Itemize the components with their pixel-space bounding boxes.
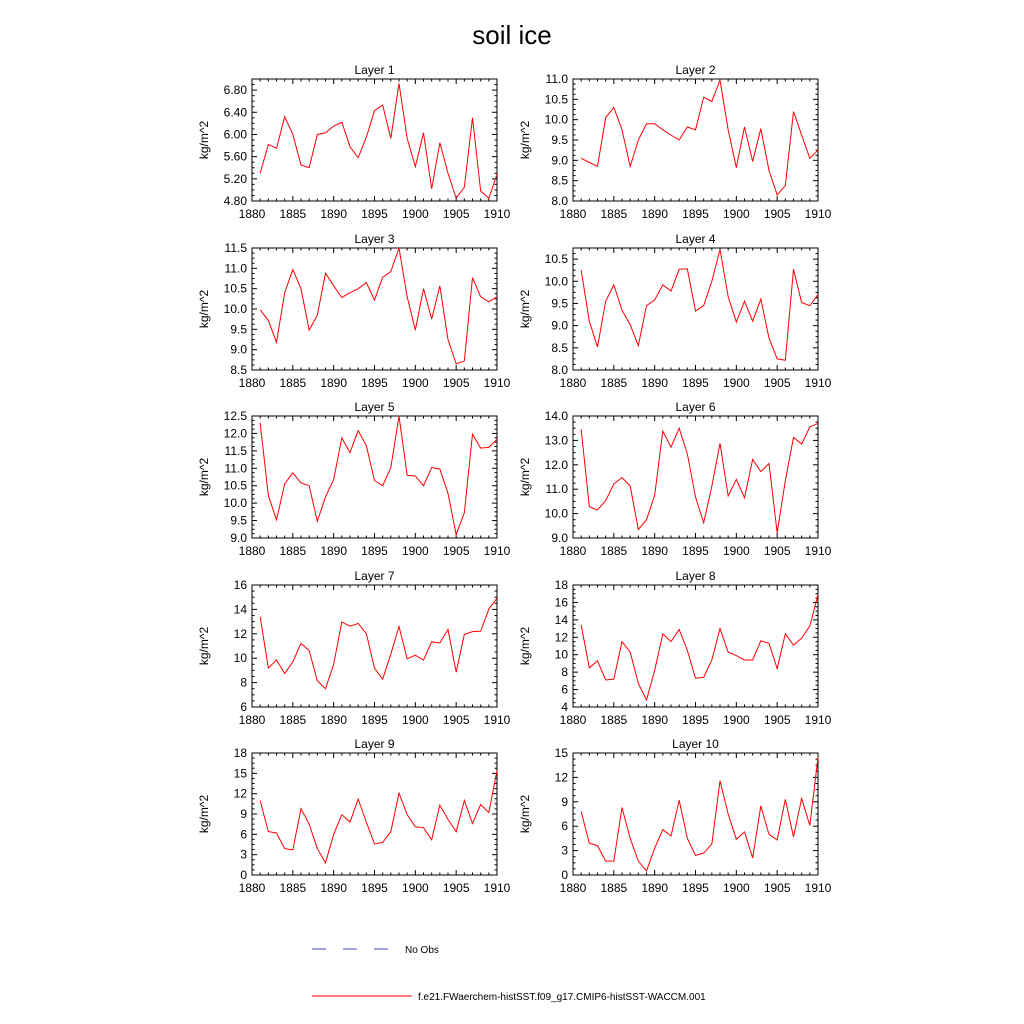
x-tick-label: 1885 xyxy=(600,881,628,895)
x-tick-label: 1900 xyxy=(401,207,429,221)
panel-title: Layer 2 xyxy=(675,63,716,77)
y-tick-label: 9.5 xyxy=(551,133,568,147)
chart-panel-2 xyxy=(518,63,832,221)
x-tick-label: 1890 xyxy=(641,207,669,221)
y-tick-label: 10.5 xyxy=(544,252,568,267)
y-tick-label: 10.5 xyxy=(544,92,568,107)
y-tick-label: 12 xyxy=(554,630,568,645)
x-tick-label: 1880 xyxy=(559,713,587,727)
x-tick-label: 1890 xyxy=(641,544,669,558)
y-tick-label: 8.5 xyxy=(230,363,247,377)
panel-title: Layer 5 xyxy=(354,400,395,414)
y-tick-label: 9.5 xyxy=(230,322,247,337)
x-tick-label: 1900 xyxy=(722,881,750,895)
x-tick-label: 1885 xyxy=(279,713,307,727)
y-tick-label: 9.5 xyxy=(551,296,568,311)
y-tick-label: 3 xyxy=(561,843,568,858)
legend-obs-label: No Obs xyxy=(405,945,439,956)
y-tick-label: 10.0 xyxy=(544,274,568,289)
y-tick-label: 4.80 xyxy=(223,194,247,208)
y-tick-label: 8 xyxy=(240,675,247,690)
panel-title: Layer 4 xyxy=(675,232,716,246)
x-tick-label: 1885 xyxy=(279,544,307,558)
x-tick-label: 1890 xyxy=(320,207,348,221)
y-tick-label: 14.0 xyxy=(544,409,568,423)
y-tick-label: 6.40 xyxy=(223,105,247,120)
x-tick-label: 1900 xyxy=(401,376,429,390)
x-tick-label: 1910 xyxy=(483,207,511,221)
plot-frame xyxy=(252,753,497,875)
chart-panel-6 xyxy=(518,400,832,558)
series-line xyxy=(581,757,818,871)
y-tick-label: 10.5 xyxy=(223,478,247,493)
y-tick-label: 0 xyxy=(240,868,247,882)
x-tick-label: 1890 xyxy=(320,713,348,727)
x-tick-label: 1895 xyxy=(682,713,709,727)
series-line xyxy=(260,416,497,535)
panel-title: Layer 1 xyxy=(354,63,395,77)
series-line xyxy=(581,423,818,532)
x-tick-label: 1900 xyxy=(722,207,750,221)
series-line xyxy=(581,80,818,195)
y-tick-label: 18 xyxy=(233,746,247,760)
y-tick-label: 10 xyxy=(233,651,247,666)
y-tick-label: 12 xyxy=(233,626,247,641)
legend xyxy=(312,945,706,1003)
x-tick-label: 1910 xyxy=(483,713,511,727)
y-tick-label: 6 xyxy=(561,682,568,697)
chart-panel-10 xyxy=(518,737,832,895)
x-tick-label: 1910 xyxy=(483,544,511,558)
x-tick-label: 1880 xyxy=(238,713,266,727)
x-tick-label: 1890 xyxy=(320,376,348,390)
x-tick-label: 1905 xyxy=(442,881,470,895)
x-tick-label: 1910 xyxy=(804,207,832,221)
y-tick-label: 8.0 xyxy=(551,194,568,208)
x-tick-label: 1885 xyxy=(279,207,307,221)
x-tick-label: 1900 xyxy=(722,376,750,390)
y-tick-label: 8 xyxy=(561,665,568,680)
panel-title: Layer 3 xyxy=(354,232,395,246)
figure-title: soil ice xyxy=(472,20,552,50)
y-tick-label: 9.5 xyxy=(230,513,247,528)
y-axis-label: kg/m^2 xyxy=(518,120,532,160)
y-tick-label: 14 xyxy=(554,612,568,627)
x-tick-label: 1885 xyxy=(600,544,628,558)
x-tick-label: 1880 xyxy=(238,376,266,390)
y-tick-label: 10.0 xyxy=(223,496,247,511)
y-tick-label: 6 xyxy=(240,827,247,842)
y-tick-label: 6.00 xyxy=(223,127,247,142)
y-tick-label: 10.0 xyxy=(544,506,568,521)
y-tick-label: 11.0 xyxy=(224,461,247,476)
plot-frame xyxy=(252,416,497,538)
x-tick-label: 1895 xyxy=(682,207,709,221)
y-tick-label: 8.5 xyxy=(551,173,568,188)
plot-frame xyxy=(252,79,497,201)
y-tick-label: 12.0 xyxy=(223,426,247,441)
x-tick-label: 1905 xyxy=(763,881,791,895)
series-line xyxy=(260,83,497,198)
x-tick-label: 1905 xyxy=(763,713,791,727)
y-tick-label: 11.5 xyxy=(224,241,247,255)
x-tick-label: 1910 xyxy=(804,376,832,390)
y-tick-label: 9.0 xyxy=(551,318,568,333)
x-tick-label: 1900 xyxy=(401,881,429,895)
plot-frame xyxy=(573,416,818,538)
x-tick-label: 1895 xyxy=(682,881,709,895)
y-axis-label: kg/m^2 xyxy=(518,457,532,497)
x-tick-label: 1885 xyxy=(600,713,628,727)
chart-panel-9 xyxy=(197,737,511,895)
y-tick-label: 10.0 xyxy=(223,302,247,316)
y-tick-label: 3 xyxy=(240,847,247,862)
y-tick-label: 12 xyxy=(554,770,568,785)
y-tick-label: 14 xyxy=(233,602,247,617)
series-line xyxy=(260,598,497,689)
panel-title: Layer 9 xyxy=(354,737,395,751)
y-axis-label: kg/m^2 xyxy=(518,289,532,329)
x-tick-label: 1910 xyxy=(804,881,832,895)
y-tick-label: 10.0 xyxy=(544,112,568,127)
x-tick-label: 1880 xyxy=(559,881,587,895)
y-tick-label: 15 xyxy=(554,746,568,760)
plot-frame xyxy=(573,585,818,707)
x-tick-label: 1900 xyxy=(722,713,750,727)
y-tick-label: 12.0 xyxy=(544,457,568,472)
x-tick-label: 1910 xyxy=(483,881,511,895)
y-axis-label: kg/m^2 xyxy=(197,457,211,497)
x-tick-label: 1890 xyxy=(641,881,669,895)
x-tick-label: 1895 xyxy=(361,207,388,221)
y-axis-label: kg/m^2 xyxy=(197,626,211,666)
panel-title: Layer 8 xyxy=(675,569,716,583)
y-tick-label: 11.0 xyxy=(545,482,568,497)
x-tick-label: 1890 xyxy=(320,881,348,895)
y-tick-label: 5.20 xyxy=(223,171,247,186)
x-tick-label: 1885 xyxy=(600,376,628,390)
y-tick-label: 9.0 xyxy=(551,153,568,168)
y-tick-label: 0 xyxy=(561,868,568,882)
x-tick-label: 1905 xyxy=(442,207,470,221)
x-tick-label: 1885 xyxy=(279,376,307,390)
y-tick-label: 9.0 xyxy=(230,342,247,357)
x-tick-label: 1905 xyxy=(442,544,470,558)
chart-panel-8 xyxy=(518,569,832,727)
x-tick-label: 1885 xyxy=(600,207,628,221)
x-tick-label: 1885 xyxy=(279,881,307,895)
y-axis-label: kg/m^2 xyxy=(518,794,532,834)
x-tick-label: 1900 xyxy=(722,544,750,558)
y-tick-label: 6 xyxy=(240,700,247,714)
y-tick-label: 4 xyxy=(561,700,568,714)
y-tick-label: 8.0 xyxy=(551,363,568,377)
y-tick-label: 9 xyxy=(561,794,568,809)
legend-model-label: f.e21.FWaerchem-histSST.f09_g17.CMIP6-histSST-WACCM.001 xyxy=(418,992,706,1003)
x-tick-label: 1900 xyxy=(401,544,429,558)
x-tick-label: 1880 xyxy=(238,881,266,895)
y-tick-label: 9.0 xyxy=(551,531,568,545)
panel-title: Layer 7 xyxy=(354,569,395,583)
y-tick-label: 13.0 xyxy=(544,433,568,448)
chart-panel-7 xyxy=(197,569,511,727)
x-tick-label: 1895 xyxy=(682,376,709,390)
x-tick-label: 1880 xyxy=(238,207,266,221)
plot-frame xyxy=(573,753,818,875)
y-tick-label: 8.5 xyxy=(551,340,568,355)
chart-panel-4 xyxy=(518,232,832,390)
y-tick-label: 6 xyxy=(561,819,568,834)
y-tick-label: 18 xyxy=(554,578,568,592)
x-tick-label: 1905 xyxy=(442,376,470,390)
chart-panel-3 xyxy=(197,232,511,390)
x-tick-label: 1890 xyxy=(320,544,348,558)
x-tick-label: 1910 xyxy=(804,713,832,727)
y-tick-label: 12 xyxy=(233,786,247,801)
y-tick-label: 10.5 xyxy=(223,281,247,296)
x-tick-label: 1895 xyxy=(361,376,388,390)
y-axis-label: kg/m^2 xyxy=(197,794,211,834)
x-tick-label: 1900 xyxy=(401,713,429,727)
y-tick-label: 6.80 xyxy=(223,83,247,98)
series-line xyxy=(260,771,497,863)
x-tick-label: 1905 xyxy=(763,544,791,558)
y-tick-label: 16 xyxy=(554,595,568,610)
plot-frame xyxy=(252,585,497,707)
x-tick-label: 1905 xyxy=(442,713,470,727)
x-tick-label: 1910 xyxy=(483,376,511,390)
x-tick-label: 1910 xyxy=(804,544,832,558)
chart-panel-5 xyxy=(197,400,511,558)
x-tick-label: 1880 xyxy=(559,544,587,558)
y-axis-label: kg/m^2 xyxy=(197,289,211,329)
y-tick-label: 15 xyxy=(233,766,247,781)
y-axis-label: kg/m^2 xyxy=(518,626,532,666)
y-tick-label: 11.0 xyxy=(224,261,247,276)
panel-title: Layer 10 xyxy=(672,737,719,751)
panel-title: Layer 6 xyxy=(675,400,716,414)
y-tick-label: 11.0 xyxy=(545,72,568,86)
y-tick-label: 11.5 xyxy=(224,443,247,458)
x-tick-label: 1880 xyxy=(559,207,587,221)
x-tick-label: 1890 xyxy=(641,376,669,390)
y-tick-label: 10 xyxy=(554,647,568,662)
y-tick-label: 16 xyxy=(233,578,247,592)
series-line xyxy=(581,249,818,360)
plot-frame xyxy=(252,248,497,370)
x-tick-label: 1905 xyxy=(763,207,791,221)
y-axis-label: kg/m^2 xyxy=(197,120,211,160)
x-tick-label: 1890 xyxy=(641,713,669,727)
series-line xyxy=(581,595,818,700)
x-tick-label: 1895 xyxy=(361,544,388,558)
x-tick-label: 1880 xyxy=(559,376,587,390)
y-tick-label: 9 xyxy=(240,807,247,821)
chart-panels xyxy=(197,63,832,895)
y-tick-label: 5.60 xyxy=(223,149,247,164)
x-tick-label: 1895 xyxy=(682,544,709,558)
plot-frame xyxy=(573,79,818,201)
x-tick-label: 1905 xyxy=(763,376,791,390)
x-tick-label: 1895 xyxy=(361,713,388,727)
chart-panel-1 xyxy=(197,63,511,221)
x-tick-label: 1895 xyxy=(361,881,388,895)
y-tick-label: 12.5 xyxy=(223,409,247,423)
y-tick-label: 9.0 xyxy=(230,531,247,545)
x-tick-label: 1880 xyxy=(238,544,266,558)
series-line xyxy=(260,248,497,364)
